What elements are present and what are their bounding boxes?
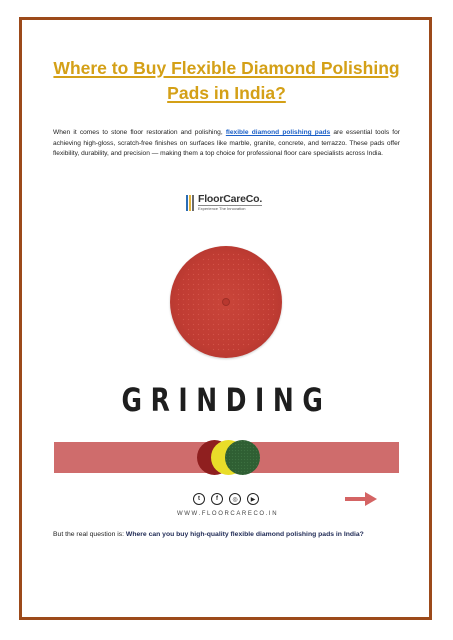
arrow-right-icon <box>345 491 377 507</box>
intro-text-start: When it comes to stone floor restoration and polishing, <box>53 129 226 136</box>
facebook-icon[interactable]: f <box>211 493 223 505</box>
youtube-icon[interactable]: ▶ <box>247 493 259 505</box>
green-disc-icon <box>225 440 260 475</box>
question-bold: Where can you buy high-quality flexible diamond polishing pads in India? <box>125 531 364 538</box>
floorcareco-logo <box>186 194 262 211</box>
website-url: WWW.FLOORCARECO.IN <box>177 511 279 517</box>
logo-tagline: Experience The Innovation <box>198 205 262 211</box>
twitter-icon[interactable]: t <box>193 493 205 505</box>
polishing-pad-image <box>170 246 282 358</box>
intro-text-end: are essential tools for achieving high-gloss, scratch-free finishes on surfaces like marble, granite, concrete, and terrazzo. These pads offer flexibility, durability, and precision — making them a top choice for professional floor care specialists across India. <box>53 129 400 158</box>
pad-center-hole <box>222 298 230 306</box>
social-icons <box>193 493 259 505</box>
page-title: Where to Buy Flexible Diamond Polishing Pads in India? <box>53 58 400 103</box>
question-paragraph <box>53 530 400 540</box>
grinding-heading: GRINDING <box>121 381 332 419</box>
instagram-icon[interactable]: ◎ <box>229 493 241 505</box>
logo-mark-icon <box>186 195 194 211</box>
flexible-pads-link[interactable]: flexible diamond polishing pads <box>225 129 331 136</box>
intro-paragraph <box>53 128 400 160</box>
question-lead: But the real question is: <box>53 531 126 538</box>
logo-name: FloorCareCo. <box>198 193 263 205</box>
